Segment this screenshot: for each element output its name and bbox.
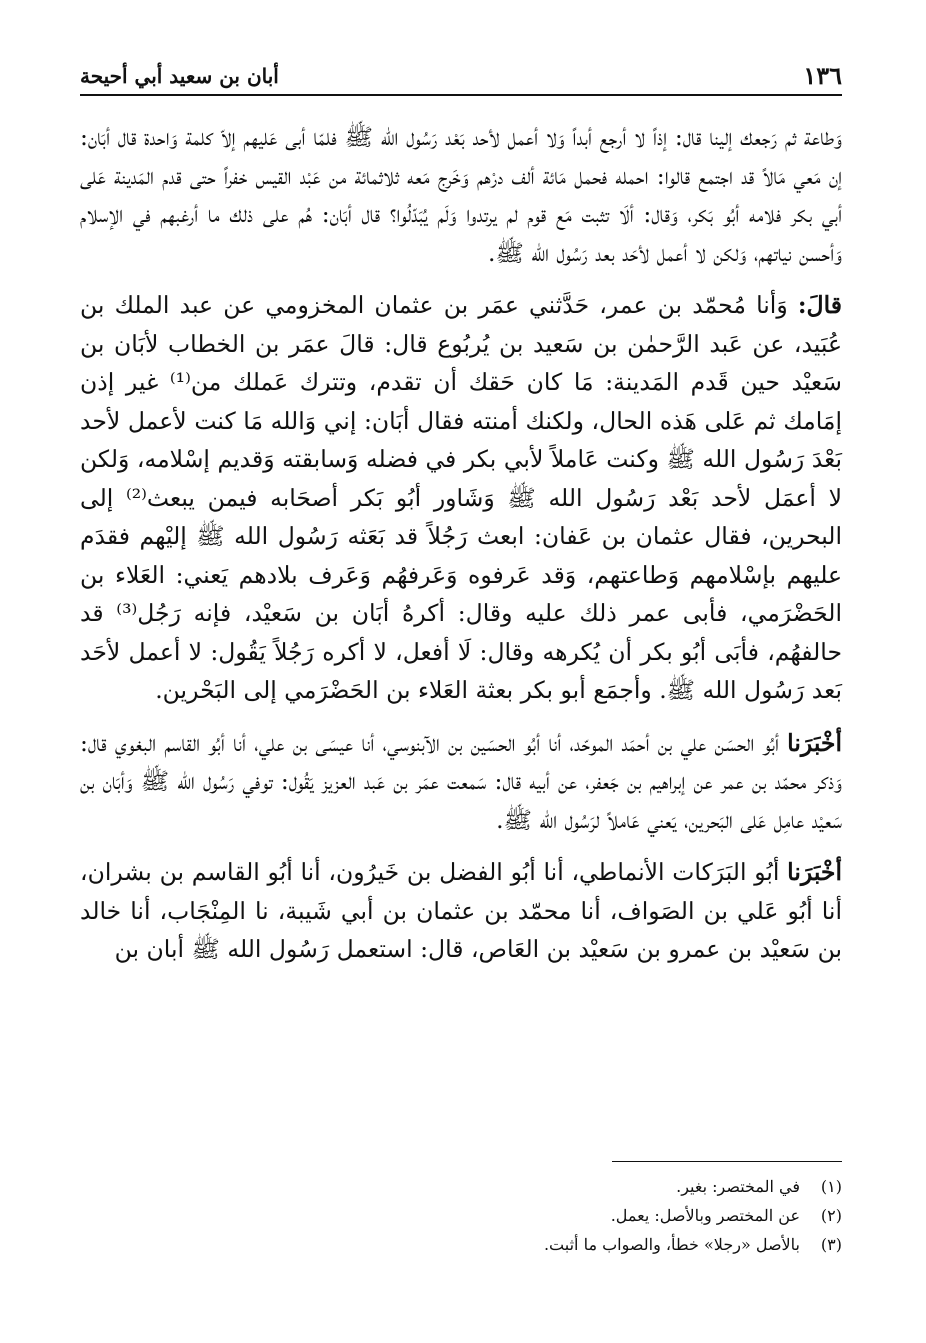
paragraph-text: وَطاعة ثم رَجعك إلينا قال: إذاً لا أرجع أبداً وَلا أعمل لأحد بَعْد رَسُول الله ﷺ فلمّا أبى عَليهم إلاّ كلمة وَاحدة قال أبَان: إن مَعي مَالاً قد اجتمع قالوا: احمله فحمل مَائة ألف درْهم وَخَرج مَعه ثلاثمائة من عَبْد القيس خفراً حتى قدم المَدينة عَلى أبي بكر فلامه أبُو بَكر، وَقال: ألَا تثبت مَع قوم لم يرتدوا وَلَم يُبَدّلُوا؟ قال أبَان: هُم على ذلك ما أرغبهم في الإسلام وَأحسن نياتهم، وَلكن لا أعمل لأحَد بعد رَسُول الله ﷺ. (80, 123, 843, 267)
paragraph (80, 286, 842, 710)
footnote-text: في المختصر: بغير. (676, 1177, 800, 1196)
page-number: ١٣٦ (803, 61, 842, 90)
paragraph (80, 118, 842, 272)
footnote-number: (٣) (820, 1235, 842, 1254)
paragraph (80, 724, 842, 840)
paragraph-lead: قالَ: (797, 291, 842, 319)
paragraph-text: أبُو البَرَكات الأنماطي، أنا أبُو الفضل بن خَيرُون، أنا أبُو القاسم بن بشران، أنا أبُو عَلي بن الصَواف، أنا محمّد بن عثمان بن أبي شَيبة، نا المِنْجَاب، أنا خالد بن سَعيْد بن عمرو بن سَعيْد بن العَاص، قال: استعمل رَسُول الله ﷺ أبان بن (80, 858, 842, 963)
footnotes (80, 1172, 842, 1259)
paragraph-lead: أخْبَرَنا (787, 858, 842, 886)
main-text (80, 118, 842, 983)
footnote-number: (١) (820, 1177, 842, 1196)
footnote (80, 1172, 842, 1201)
running-title: أبان بن سعيد أبي أحيحة (80, 64, 279, 88)
footnote (80, 1230, 842, 1259)
footnote-number: (٢) (820, 1206, 842, 1225)
paragraph-text: وَأنا مُحمّد بن عمر، حَدَّثني عمَر بن عثمان المخزومي عن عبد الملك بن عُبَيد، عن عَبد الرَّحمٰن بن سَعيد بن يُربُوع قال: قالَ عمَر بن الخطاب لأبَان بن سَعيْد حين قَدم المَدينة: مَا كان حَقك أن تقدم، وتترك عَملك من⁽¹⁾ غير إذن إمَامك ثم عَلى هَذه الحال، ولكنك أمنته فقال أبَان: إني وَالله مَا كنت لأعمل لأحد بَعْدَ رَسُول الله ﷺ وكنت عَاملاً لأبي بكر في فضله وَسابقته وَقديم إسْلامه، وَلكن لا أعمَل لأحد بَعْد رَسُول الله ﷺ وَشَاور أبُو بَكر أصحَابه فيمن يبعث⁽²⁾ إلى البحرين، فقال عثمان بن عَفان: ابعث رَجُلاً قد بَعَثه رَسُول الله ﷺ إليْهم فقدَم عليهم بإسْلامهم وَطاعتهم، وَقد عَرفوه وَعَرفهُم وَعَرف بلادهم يَعني: العَلاء بن الحَضْرَمي، فأبى عمر ذلك عليه وقال: أكرهُ أبَان بن سَعيْد، فإنه رَجُل⁽³⁾ قد حالفهُم، فأبَى أبُو بكر أن يُكرهه وقال: لَا أفعل، لا أكره رَجُلاً يَقُول: لا أعمل لأحَد بَعد رَسُول الله ﷺ. وأجمَع أبو بكر بعثة العَلاء بن الحَضْرَمي إلى البَحْرين. (80, 291, 842, 704)
paragraph (80, 853, 842, 969)
footnote (80, 1201, 842, 1230)
paragraph-text: أبُو الحسَن علي بن أحمَد الموحّد، أنا أبُو الحسَين بن الآبنوسي، أنا عيسَى بن علي، أنا أبُو القاسم البغوي قال: وَذكر محمّد بن عمر عن إبراهيم بن جَعفر، عن أبيه قال: سَمعت عمَر بن عَبد العزيز يَقُول: توفي رَسُول الله ﷺ وَأبَان بن سَعيْد عامِل عَلى البَحرين، يَعني عَاملاً لرَسُول الله ﷺ. (80, 728, 842, 834)
footnote-text: بالأصل «رجلا» خطأ، والصواب ما أثبت. (543, 1235, 800, 1254)
footnote-divider (612, 1161, 842, 1162)
footnote-text: عن المختصر وبالأصل: يعمل. (610, 1206, 800, 1225)
paragraph-lead: أخْبَرَنا (787, 728, 842, 757)
page-header (80, 56, 842, 96)
